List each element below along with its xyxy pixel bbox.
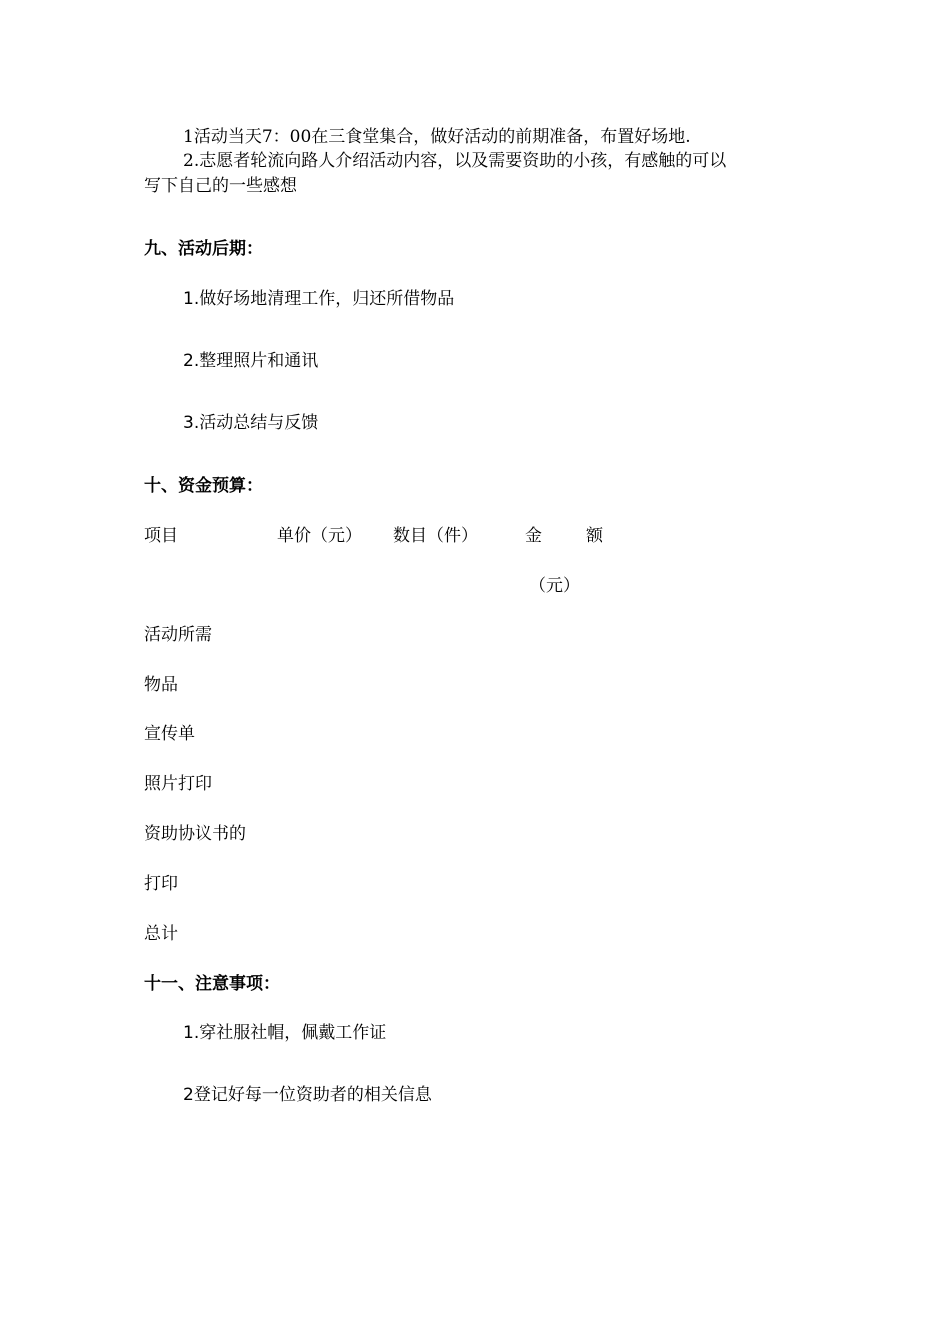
budget-header-amount-a: 金 xyxy=(525,526,542,546)
budget-row-label: 打印 xyxy=(144,874,178,894)
budget-row-label: 物品 xyxy=(144,675,178,695)
budget-header-item: 项目 xyxy=(144,526,178,546)
section-9-item: 1.做好场地清理工作，归还所借物品 xyxy=(183,289,455,309)
intro-line-1: 1活动当天7：00在三食堂集合，做好活动的前期准备，布置好场地. xyxy=(183,127,691,147)
section-11-item: 2登记好每一位资助者的相关信息 xyxy=(183,1085,432,1105)
budget-row-label: 总计 xyxy=(144,924,178,944)
intro-line-2: 2.志愿者轮流向路人介绍活动内容，以及需要资助的小孩，有感触的可以 xyxy=(183,151,727,171)
section-9-heading: 九、活动后期： xyxy=(144,239,263,259)
section-11-heading: 十一、注意事项： xyxy=(144,974,280,994)
section-11-item: 1.穿社服社帽，佩戴工作证 xyxy=(183,1023,387,1043)
section-10-heading: 十、资金预算： xyxy=(144,476,263,496)
budget-header-count: 数目（件） xyxy=(393,526,478,546)
section-9-item: 3.活动总结与反馈 xyxy=(183,413,319,433)
budget-row-label: 资助协议书的 xyxy=(144,824,246,844)
budget-row-label: 照片打印 xyxy=(144,774,212,794)
budget-header-amount-b: 额 xyxy=(586,526,603,546)
intro-line-3: 写下自己的一些感想 xyxy=(144,176,297,196)
section-9-item: 2.整理照片和通讯 xyxy=(183,351,319,371)
budget-row-label: 活动所需 xyxy=(144,625,212,645)
budget-header-amount-unit: （元） xyxy=(529,576,580,596)
budget-header-unit-price: 单价（元） xyxy=(277,526,362,546)
budget-row-label: 宣传单 xyxy=(144,724,195,744)
